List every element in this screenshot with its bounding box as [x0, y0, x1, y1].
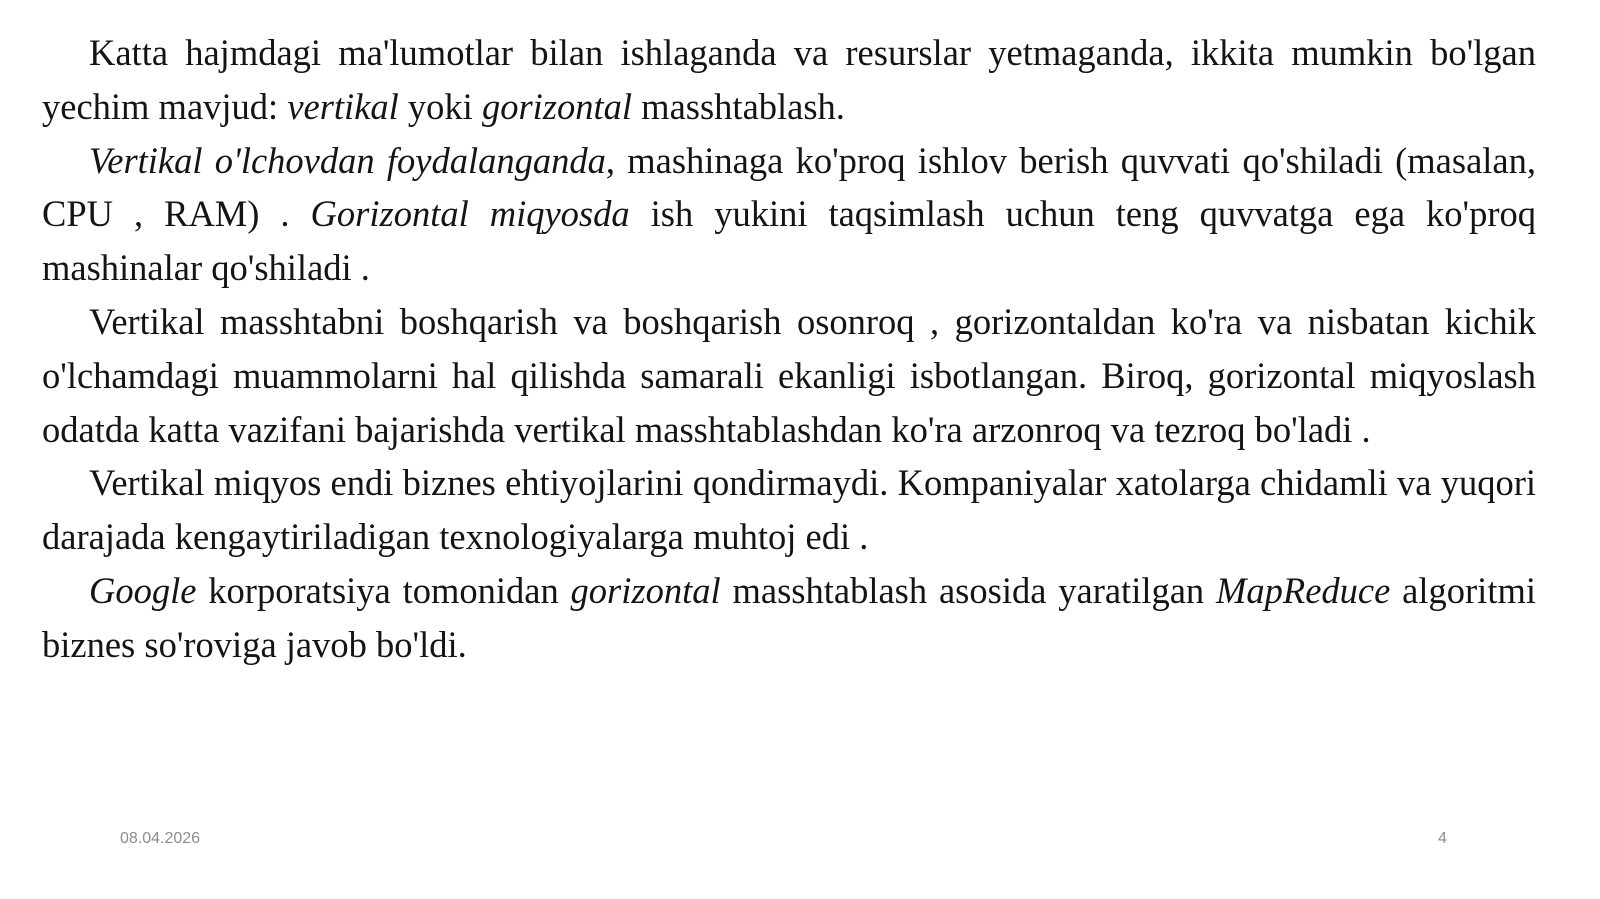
- text-run: Katta hajmdagi ma'lumotlar bilan ishlaganda va resurslar yetmaganda, ikkita mumkin bo'lgan yechim mavjud:: [42, 32, 1536, 127]
- footer-page-number: 4: [1438, 830, 1447, 847]
- paragraph-mapreduce: [42, 564, 1536, 672]
- footer-date: 08.04.2026: [120, 830, 201, 847]
- emphasis-mapreduce: MapReduce: [1216, 569, 1391, 611]
- text-run: Vertikal masshtabni boshqarish va boshqarish osonroq , gorizontaldan ko'ra va nisbatan kichik o'lchamdagi muammolarni hal qilishda samarali ekanligi isbotlangan. Biroq, gorizontal miqyoslash odatda katta vazifani bajarishda vertikal masshtablashdan ko'ra arzonroq va tezroq bo'ladi .: [42, 300, 1536, 450]
- text-run: yoki: [398, 85, 482, 127]
- slide-body: [42, 26, 1536, 672]
- text-run: korporatsiya tomonidan: [196, 569, 571, 611]
- text-run: ish yukini taqsimlash uchun teng quvvatga ega ko'proq mashinalar qo'shiladi .: [42, 193, 1536, 289]
- emphasis-horizontal: gorizontal: [570, 569, 721, 611]
- text-run: Vertikal miqyos endi biznes ehtiyojlarini qondirmaydi. Kompaniyalar xatolarga chidamli va yuqori darajada kengaytiriladigan texnologiyalarga muhtoj edi .: [42, 462, 1536, 558]
- text-run: masshtablash.: [632, 85, 845, 127]
- emphasis-horizontal-scale: Gorizontal miqyosda: [310, 193, 630, 235]
- paragraph-vertical-vs-horizontal: [42, 134, 1536, 295]
- emphasis-horizontal: gorizontal: [481, 85, 633, 127]
- paragraph-business-needs: [42, 456, 1536, 564]
- text-run: masshtablash asosida yaratilgan: [720, 569, 1217, 611]
- paragraph-comparison: [42, 295, 1536, 456]
- text-run: algoritmi biznes so'roviga javob bo'ldi.: [42, 569, 1536, 665]
- paragraph-scaling-options: [42, 26, 1536, 134]
- emphasis-google: Google: [89, 569, 197, 611]
- text-run: , mashinaga ko'proq ishlov berish quvvati qo'shiladi (masalan, CPU , RAM) .: [42, 139, 1536, 235]
- emphasis-vertical: vertikal: [287, 85, 399, 127]
- emphasis-vertical-measure: Vertikal o'lchovdan foydalanganda: [89, 139, 606, 181]
